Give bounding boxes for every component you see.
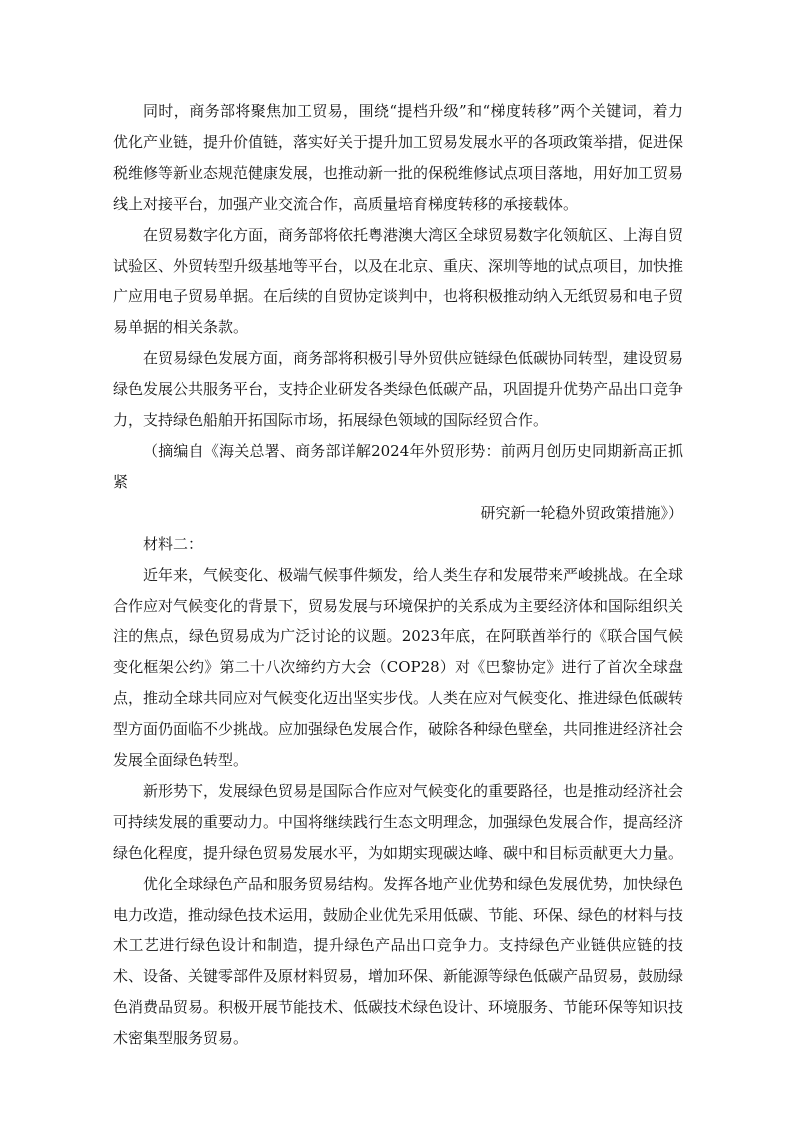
document-body	[113, 96, 683, 1054]
paragraph-new-situation: 新形势下，发展绿色贸易是国际合作应对气候变化的重要路径，也是推动经济社会可持续发展的重要动力。中国将继续践行生态文明理念，加强绿色发展合作，提高经济绿色化程度，提升绿色贸易发展水平，为如期实现碳达峰、碳中和目标贡献更大力量。	[113, 781, 684, 862]
paragraph-climate-change: 近年来，气候变化、极端气候事件频发，给人类生存和发展带来严峻挑战。在全球合作应对气候变化的背景下，贸易发展与环境保护的关系成为主要经济体和国际组织关注的焦点，绿色贸易成为广泛讨论的议题。2023年底，在阿联酋举行的《联合国气候变化框架公约》第二十八次缔约方大会（COP28）对《巴黎协定》进行了首次全球盘点，推动全球共同应对气候变化迈出坚实步伐。人类在应对气候变化、推进绿色低碳转型方面仍面临不少挑战。应加强绿色发展合作，破除各种绿色壁垒，共同推进经济社会发展全面绿色转型。	[113, 565, 684, 770]
source-note: （摘编自《海关总署、商务部详解2024年外贸形势：前两月创历史同期新高正抓紧	[113, 441, 683, 491]
source-note-continued: 研究新一轮稳外贸政策措施》）	[480, 503, 683, 522]
paragraph-optimize-structure: 优化全球绿色产品和服务贸易结构。发挥各地产业优势和绿色发展优势，加快绿色电力改造，推动绿色技术运用，鼓励企业优先采用低碳、节能、环保、绿色的材料与技术工艺进行绿色设计和制造，提升绿色产品出口竞争力。支持绿色产业链供应链的技术、设备、关键零部件及原材料贸易，增加环保、新能源等绿色低碳产品贸易，鼓励绿色消费品贸易。积极开展节能技术、低碳技术绿色设计、环境服务、节能环保等知识技术密集型服务贸易。	[113, 874, 684, 1048]
material-two-heading: 材料二：	[143, 534, 204, 553]
paragraph-trade-digitalization: 在贸易数字化方面，商务部将依托粤港澳大湾区全球贸易数字化领航区、上海自贸试验区、外贸转型升级基地等平台，以及在北京、重庆、深圳等地的试点项目，加快推广应用电子贸易单据。在后续的自贸协定谈判中，也将积极推动纳入无纸贸易和电子贸易单据的相关条款。	[113, 225, 684, 337]
paragraph-processing-trade: 同时，商务部将聚焦加工贸易，围绕“提档升级”和“梯度转移”两个关键词，着力优化产业链，提升价值链，落实好关于提升加工贸易发展水平的各项政策举措，促进保税维修等新业态规范健康发展，也推动新一批的保税维修试点项目落地，用好加工贸易线上对接平台，加强产业交流合作，高质量培育梯度转移的承接载体。	[113, 102, 684, 213]
paragraph-green-trade-development: 在贸易绿色发展方面，商务部将积极引导外贸供应链绿色低碳协同转型，建设贸易绿色发展公共服务平台，支持企业研发各类绿色低碳产品，巩固提升优势产品出口竞争力，支持绿色船舶开拓国际市场，拓展绿色领域的国际经贸合作。	[113, 349, 684, 430]
